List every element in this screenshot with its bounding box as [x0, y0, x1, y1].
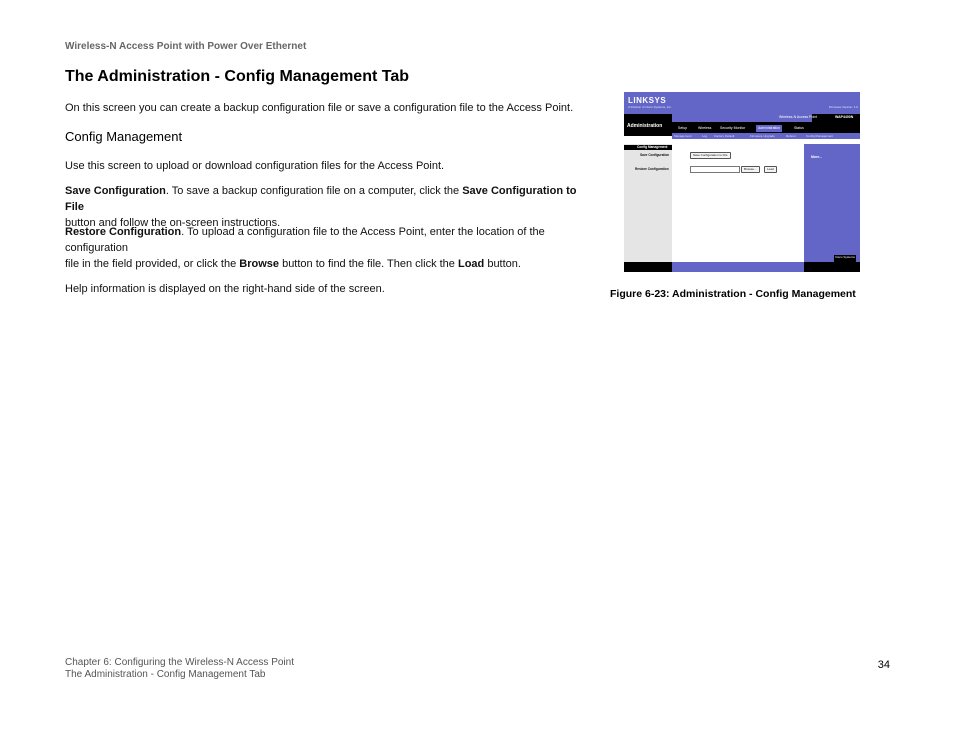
save-term: Save Configuration — [65, 185, 166, 197]
figure-caption: Figure 6-23: Administration - Config Management — [610, 288, 856, 300]
browse-ref: Browse — [239, 258, 280, 270]
save-text-1: . To save a backup configuration file on a computer, click the — [165, 185, 463, 197]
page-number: 34 — [877, 659, 890, 671]
section-label: Config Management — [637, 145, 668, 149]
save-text-2: button and follow the on-screen instructions. — [65, 217, 281, 229]
footer-section: The Administration - Config Management Tab — [65, 669, 266, 680]
save-button-ref: Save Configuration to File — [65, 185, 577, 213]
running-header: Wireless-N Access Point with Power Over Ethernet — [65, 41, 307, 52]
product-name: Wireless-N Access Point — [779, 115, 818, 119]
load-button[interactable]: Load — [764, 166, 777, 173]
help-note-paragraph: Help information is displayed on the right-hand side of the screen. — [65, 283, 385, 295]
help-more-link[interactable]: More... — [811, 155, 823, 159]
tab-bar — [672, 125, 860, 133]
left-panel — [624, 144, 672, 262]
subtab-reboot[interactable]: Reboot — [786, 134, 796, 138]
browse-button[interactable]: Browse... — [741, 166, 760, 173]
tab-security-monitor[interactable]: Security Monitor — [720, 126, 746, 130]
linksys-logo: LINKSYS — [628, 96, 667, 105]
restore-text-4: button. — [484, 258, 521, 270]
restore-file-input[interactable] — [690, 166, 740, 173]
subtab-config-management[interactable]: Config Management — [806, 134, 834, 138]
tab-wireless[interactable]: Wireless — [698, 126, 712, 130]
page-title: The Administration - Config Management Tab — [65, 68, 409, 85]
subtab-bar — [672, 133, 860, 139]
intro-paragraph: On this screen you can create a backup configuration file or save a configuration file to the Access Point. — [65, 102, 574, 114]
subtab-log[interactable]: Log — [702, 134, 708, 138]
content-panel — [672, 144, 804, 262]
load-ref: Load — [457, 258, 485, 270]
restore-term: Restore Configuration — [65, 226, 182, 238]
tab-setup[interactable]: Setup — [678, 126, 688, 130]
bottom-band-middle — [672, 262, 804, 272]
restore-config-paragraph — [65, 224, 595, 272]
restore-text-3: button to find the file. Then click the — [279, 258, 458, 270]
footer-chapter: Chapter 6: Configuring the Wireless-N Access Point — [65, 657, 294, 668]
subtab-firmware-upgrade[interactable]: Firmware Upgrade — [750, 134, 775, 138]
subtab-management[interactable]: Management — [674, 134, 692, 138]
firmware-version: Firmware Version: 1.0 — [828, 105, 858, 109]
page-label: Administration — [627, 123, 663, 129]
bottom-band-right — [804, 262, 860, 272]
subtab-factory-default[interactable]: Factory Default — [714, 134, 735, 138]
logo-subtitle: A Division of Cisco Systems, Inc. — [628, 105, 672, 109]
bottom-band-left — [624, 262, 672, 272]
tab-administration[interactable]: Administration — [758, 126, 781, 130]
screenshot-figure — [624, 92, 860, 272]
tab-status[interactable]: Status — [794, 126, 804, 130]
cisco-logo: Cisco Systems — [834, 255, 856, 262]
subheading: Config Management — [65, 129, 183, 144]
restore-text-2: file in the field provided, or click the — [65, 258, 240, 270]
model-name: WAP4400N — [835, 115, 854, 119]
save-config-to-file-button[interactable]: Save Configuration to File — [690, 152, 731, 159]
save-config-label: Save Configuration — [640, 153, 670, 157]
restore-config-label: Restore Configuration — [635, 167, 669, 171]
restore-text-1: . To upload a configuration file to the Access Point, enter the location of the configuration — [65, 226, 545, 254]
description-paragraph: Use this screen to upload or download configuration files for the Access Point. — [65, 160, 445, 172]
help-panel — [804, 144, 860, 262]
